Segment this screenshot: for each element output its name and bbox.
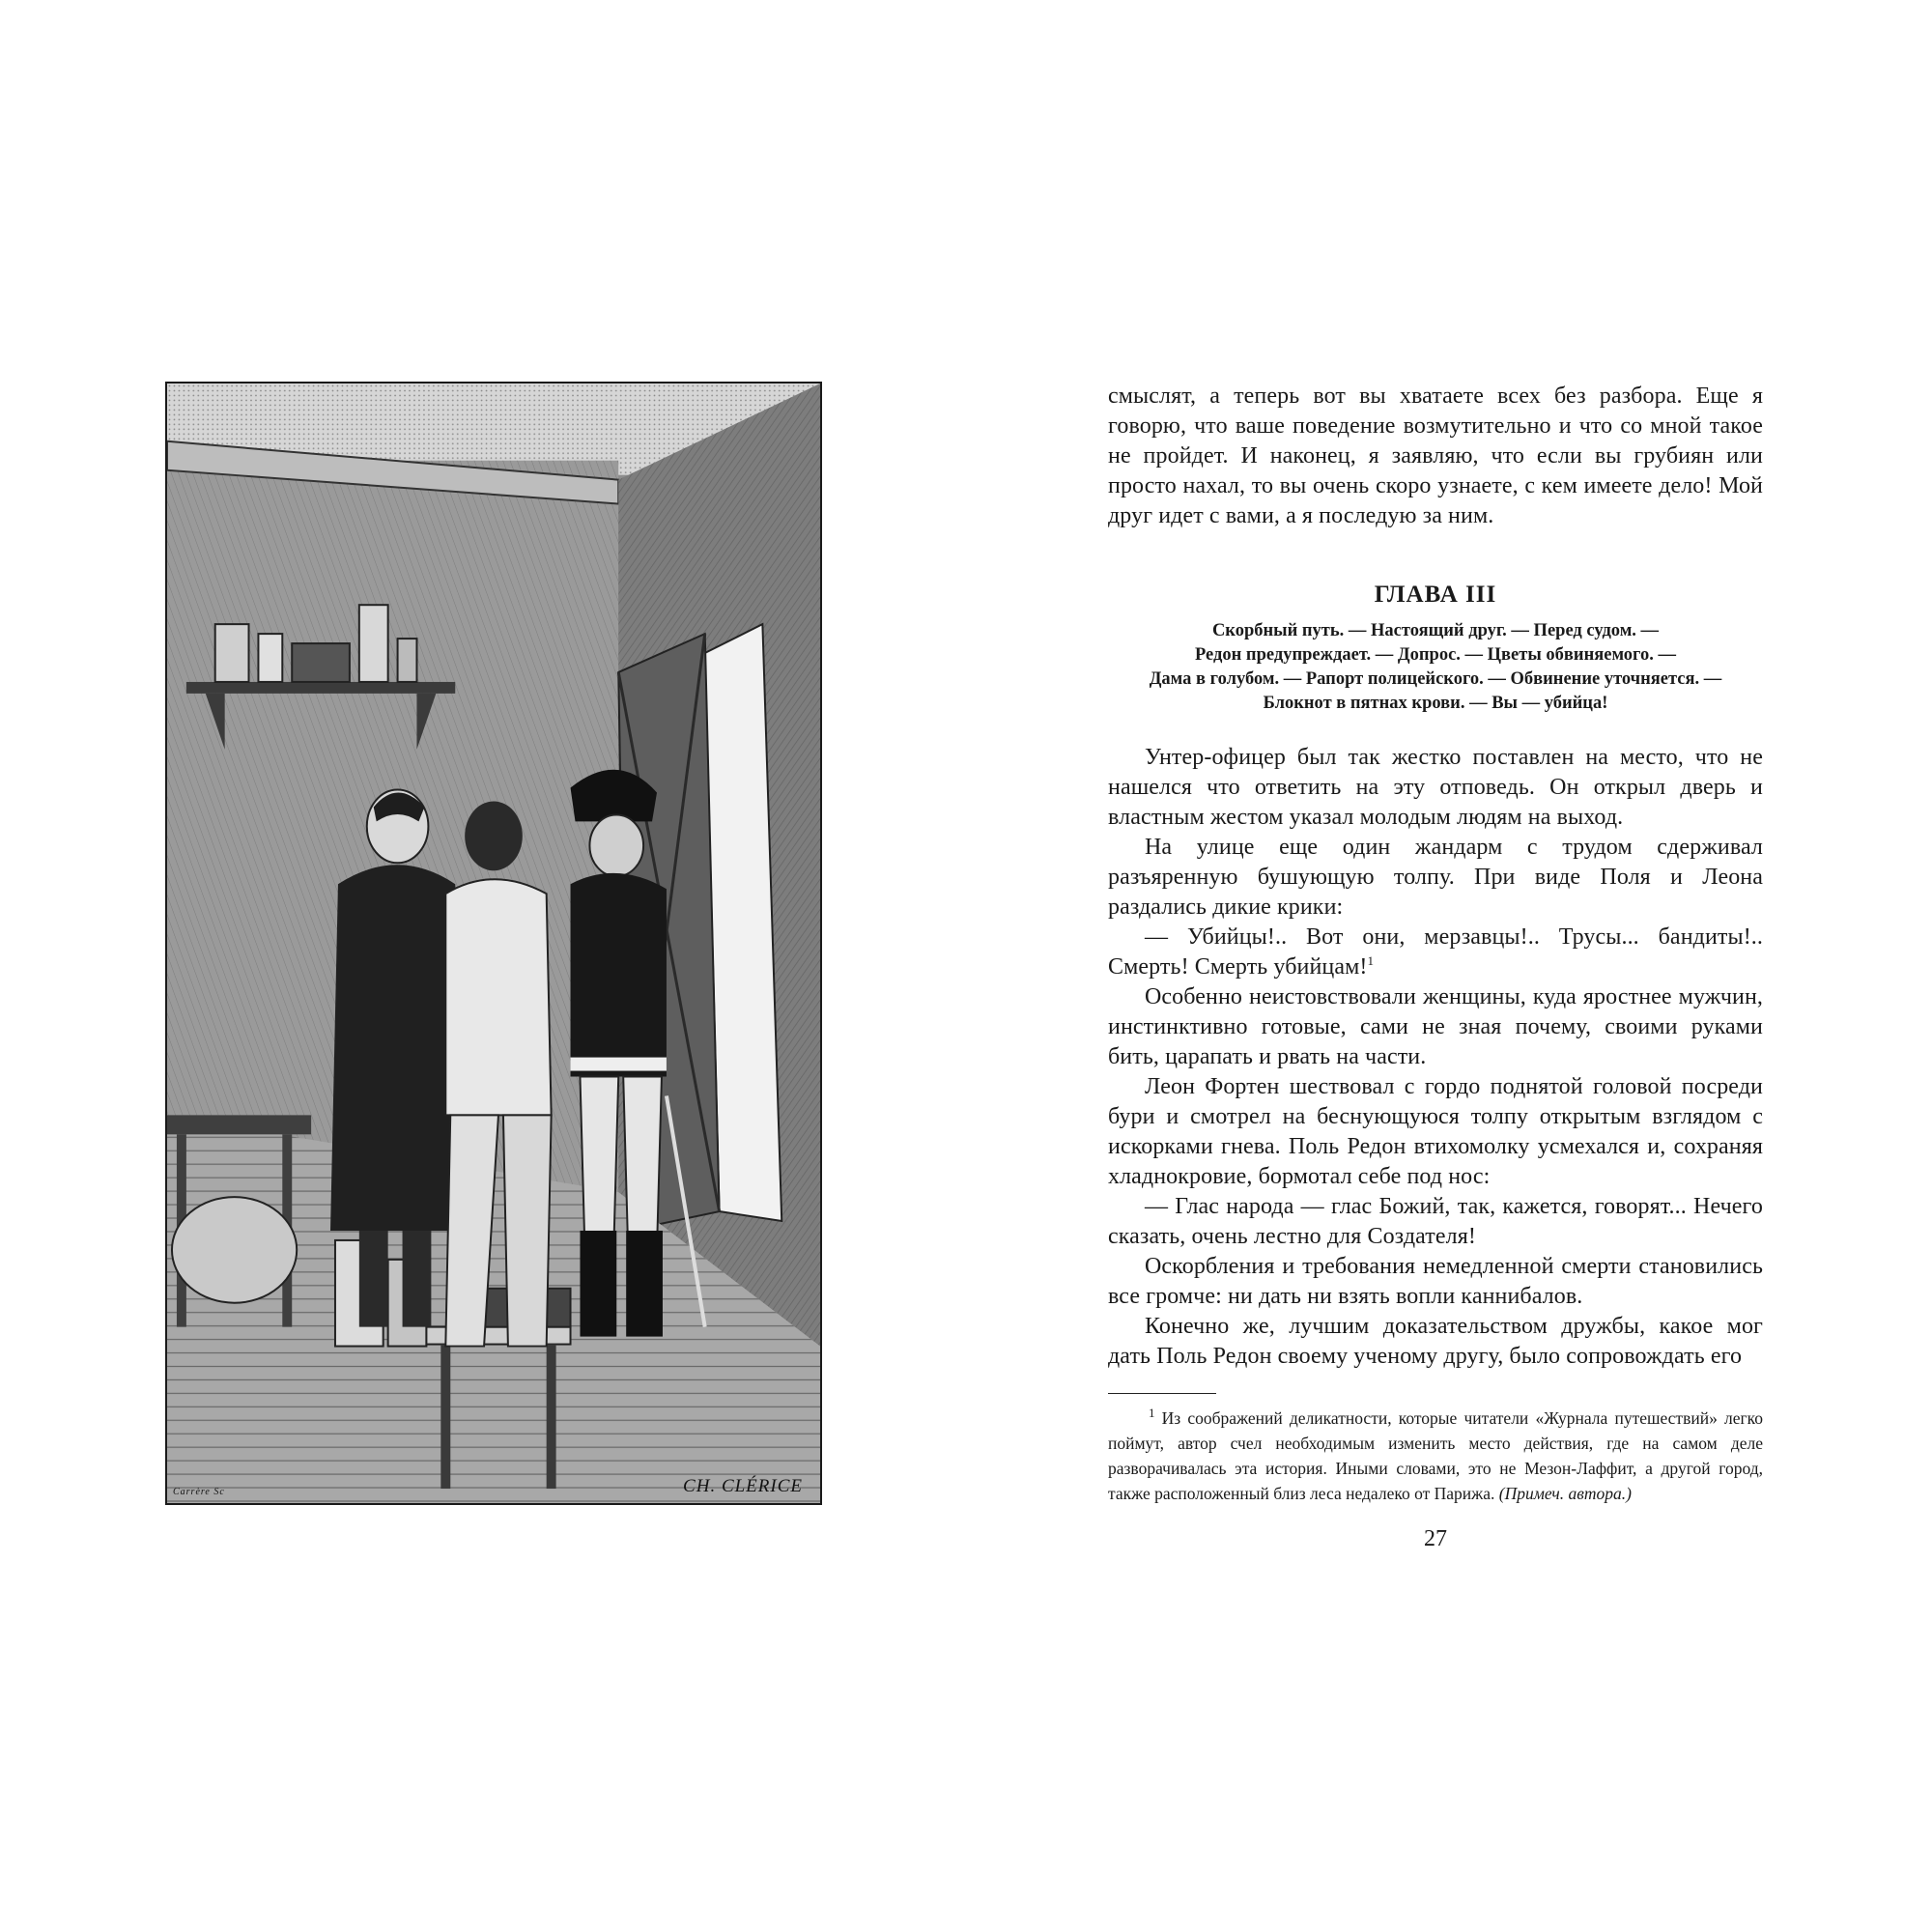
chapter-summary: [1108, 619, 1763, 716]
footnote-marker: 1: [1149, 1406, 1155, 1421]
text-page: [1108, 382, 1763, 1506]
footnote-reference: 1: [1367, 953, 1375, 968]
chapter-summary-line: Редон предупреждает. — Допрос. — Цветы обвиняемого. —: [1195, 645, 1676, 665]
dialogue-text: — Убийцы!.. Вот они, мерзавцы!.. Трусы... бандиты!.. Смерть! Смерть убийцам!: [1108, 924, 1763, 980]
body-paragraph: Леон Фортен шествовал с гордо поднятой головой посреди бури и смотрел на беснующуюся толпу открытым взглядом с искорками гнева. Поль Редон втихомолку усмехался и, сохраняя хладнокровие, бормотал себе под нос:: [1108, 1074, 1763, 1189]
body-paragraph: Унтер-офицер был так жестко поставлен на место, что не нашелся что ответить на эту отповедь. Он открыл дверь и властным жестом указал молодым людям на выход.: [1108, 745, 1763, 830]
body-paragraph: Оскорбления и требования немедленной смерти становились все громче: ни дать ни взять вопли каннибалов.: [1108, 1254, 1763, 1309]
footnote-text: Из соображений деликатности, которые читатели «Журнала путешествий» легко поймут, автор счел необходимым изменить место действия, где на самом деле разворачивалась эта история. Иными словами, это не Мезон-Лаффит, а другой город, также расположенный близ леса недалеко от Парижа.: [1108, 1408, 1764, 1503]
body-paragraph: Конечно же, лучшим доказательством дружбы, какое мог дать Поль Редон своему ученому другу, было сопровождать его: [1108, 1314, 1763, 1369]
chapter-title: ГЛАВА III: [1374, 582, 1497, 608]
chapter-summary-line: Блокнот в пятнах крови. — Вы — убийца!: [1263, 694, 1608, 713]
footnote: [1108, 1406, 1763, 1506]
chapter-summary-line: Дама в голубом. — Рапорт полицейского. — Обвинение уточняется. —: [1149, 669, 1722, 689]
page-number: 27: [1424, 1526, 1447, 1551]
engraver-signature: Carrère Sc: [173, 1487, 225, 1497]
body-paragraph-with-footnote: [1108, 923, 1763, 982]
chapter-summary-line: Скорбный путь. — Настоящий друг. — Перед судом. —: [1211, 621, 1660, 640]
body-paragraph: Особенно неистовствовали женщины, куда яростнее мужчин, инстинктивно готовые, сами не зная почему, своими руками бить, царапать и рвать на части.: [1108, 984, 1763, 1069]
body-paragraph: — Глас народа — глас Божий, так, кажется, говорят... Нечего сказать, очень лестно для Создателя!: [1108, 1194, 1763, 1249]
footnote-divider: [1108, 1393, 1216, 1394]
body-paragraph: На улице еще один жандарм с трудом сдерживал разъяренную бушующую толпу. При виде Поля и Леона раздались дикие крики:: [1108, 835, 1763, 920]
engraving-scene: [167, 384, 820, 1503]
illustrator-signature: CH. CLÉRICE: [683, 1476, 803, 1496]
engraving-illustration: [165, 382, 822, 1505]
footnote-author-note: (Примеч. автора.): [1498, 1484, 1632, 1503]
opening-paragraph: смыслят, а теперь вот вы хватаете всех без разбора. Еще я говорю, что ваше поведение возмутительно и что со мной такое не пройдет. И наконец, я заявляю, что если вы грубиян или просто нахал, то вы очень скоро узнаете, с кем имеете дело! Мой друг идет с вами, а я последую за ним.: [1108, 384, 1763, 528]
